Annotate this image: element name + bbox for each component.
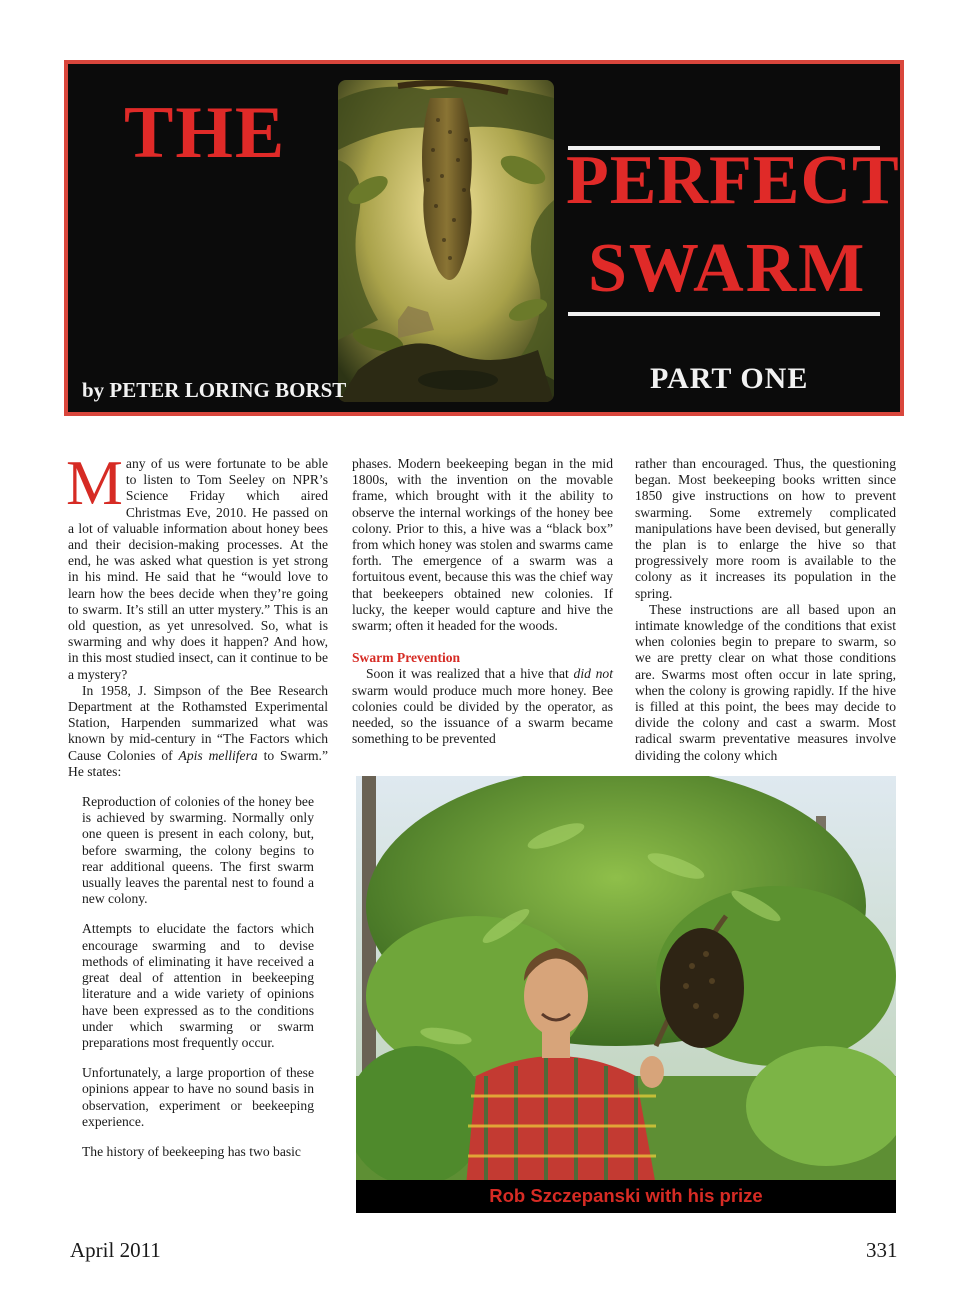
page-number: 331 <box>866 1238 898 1262</box>
banner-background <box>68 64 900 412</box>
author-byline: by PETER LORING BORST <box>82 378 347 402</box>
paragraph <box>66 447 328 683</box>
paragraph: These instructions are all based upon an intimate knowledge of the conditions that exist when colonies begin to prepare to swarm, so we are pretty clear on what those conditions are. Swarms most often occur in late spring, when the colony is growing rapidly. If the hive is filled at this point, the bees may decide to divide the colony and cast a swarm. Most radical swarm preventative measures involve dividing the colony which <box>635 601 896 763</box>
paragraph-text: any of us were fortunate to be able to listen to Tom Seeley on NPR’s Science Friday which aired Christmas Eve, 2010. He passed on a lot of valuable information about honey bees and their decision-making processes. At the end, he was asked what question is yet strong in his mind. He said that he “would love to learn how the bees decide when they’re going to swarm. It’s still an utter mystery.” This is an old question, as yet unresolved. So, what is swarming and why does it happen? And how, in this most studied insect, can it continue to be a mystery? <box>68 456 328 682</box>
block-quote: Reproduction of colonies of the honey bee is achieved by swarming. Normally only one queen is present in each colony, but, before swarming, the colony begins to rear additional queens. The first swarm usually leaves the parental nest to found a new colony. <box>82 794 314 907</box>
title-rule-bottom <box>568 312 880 316</box>
paragraph-text: to Swarm.” He states: <box>68 747 328 779</box>
section-heading: Swarm Prevention <box>352 650 461 666</box>
title-banner <box>64 60 904 416</box>
paragraph: rather than encouraged. Thus, the questioning began. Most beekeeping books written since 1850 give instructions on how to prevent swarming. Some extremely complicated manipulations have been devised, but generally the plan is to enlarge the hive so that progressively more room is available to the colony as it increases its population in the spring. <box>635 456 896 601</box>
part-label: PART ONE <box>650 362 809 395</box>
paragraph: The history of beekeeping has two basic <box>82 1143 301 1159</box>
paragraph-text: Soon it was realized that a hive that <box>366 666 574 682</box>
species-name: Apis mellifera <box>178 747 258 763</box>
photo-caption: Rob Szczepanski with his prize <box>356 1181 896 1213</box>
block-quote: Unfortunately, a large proportion of these opinions appear to have no sound basis in observation, experiment or beekeeping experience. <box>82 1065 314 1129</box>
article-column-3 <box>635 456 896 764</box>
paragraph <box>352 666 613 747</box>
emphasis: did not <box>573 666 613 682</box>
paragraph: phases. Modern beekeeping began in the mid 1800s, with the invention on the movable frame, which brought with it the ability to observe the internal workings of the honey bee colony. Prior to this, a hive was a “black box” from which honey was stolen and swarms came forth. The emergence of a swarm was a fortuitous event, because this was the chief way that beekeepers obtained new colonies. If lucky, the keeper would capture and hive the swarm; often it headed for the woods. <box>352 456 613 634</box>
paragraph <box>68 683 328 780</box>
title-perfect: PERFECT <box>566 142 900 219</box>
block-quote: Attempts to elucidate the factors which encourage swarming and to devise methods of eliminating it have received a great deal of attention in beekeeping literature and a wide variety of opinions have been expressed as to the conditions under which swarming or swarm preparations most frequently occur. <box>82 921 314 1050</box>
issue-date: April 2011 <box>70 1238 161 1262</box>
title-the: THE <box>124 92 287 174</box>
paragraph-text: In 1958, J. Simpson of the Bee Research Department at the Rothamsted Experimental Station, Harpenden summarized what was known by mid-century in “The Factors which Cause Colonies of <box>68 682 328 763</box>
article-column-1 <box>66 447 328 1160</box>
swarm-photo <box>356 776 896 1213</box>
article-column-2 <box>352 456 613 747</box>
bee-swarm-illustration <box>338 80 554 402</box>
drop-cap: M <box>66 447 123 518</box>
paragraph-text: swarm would produce much more honey. Bee colonies could be divided by the operator, as needed, so the issuance of a swarm became something to be prevented <box>352 682 613 747</box>
title-swarm: SWARM <box>588 230 867 307</box>
